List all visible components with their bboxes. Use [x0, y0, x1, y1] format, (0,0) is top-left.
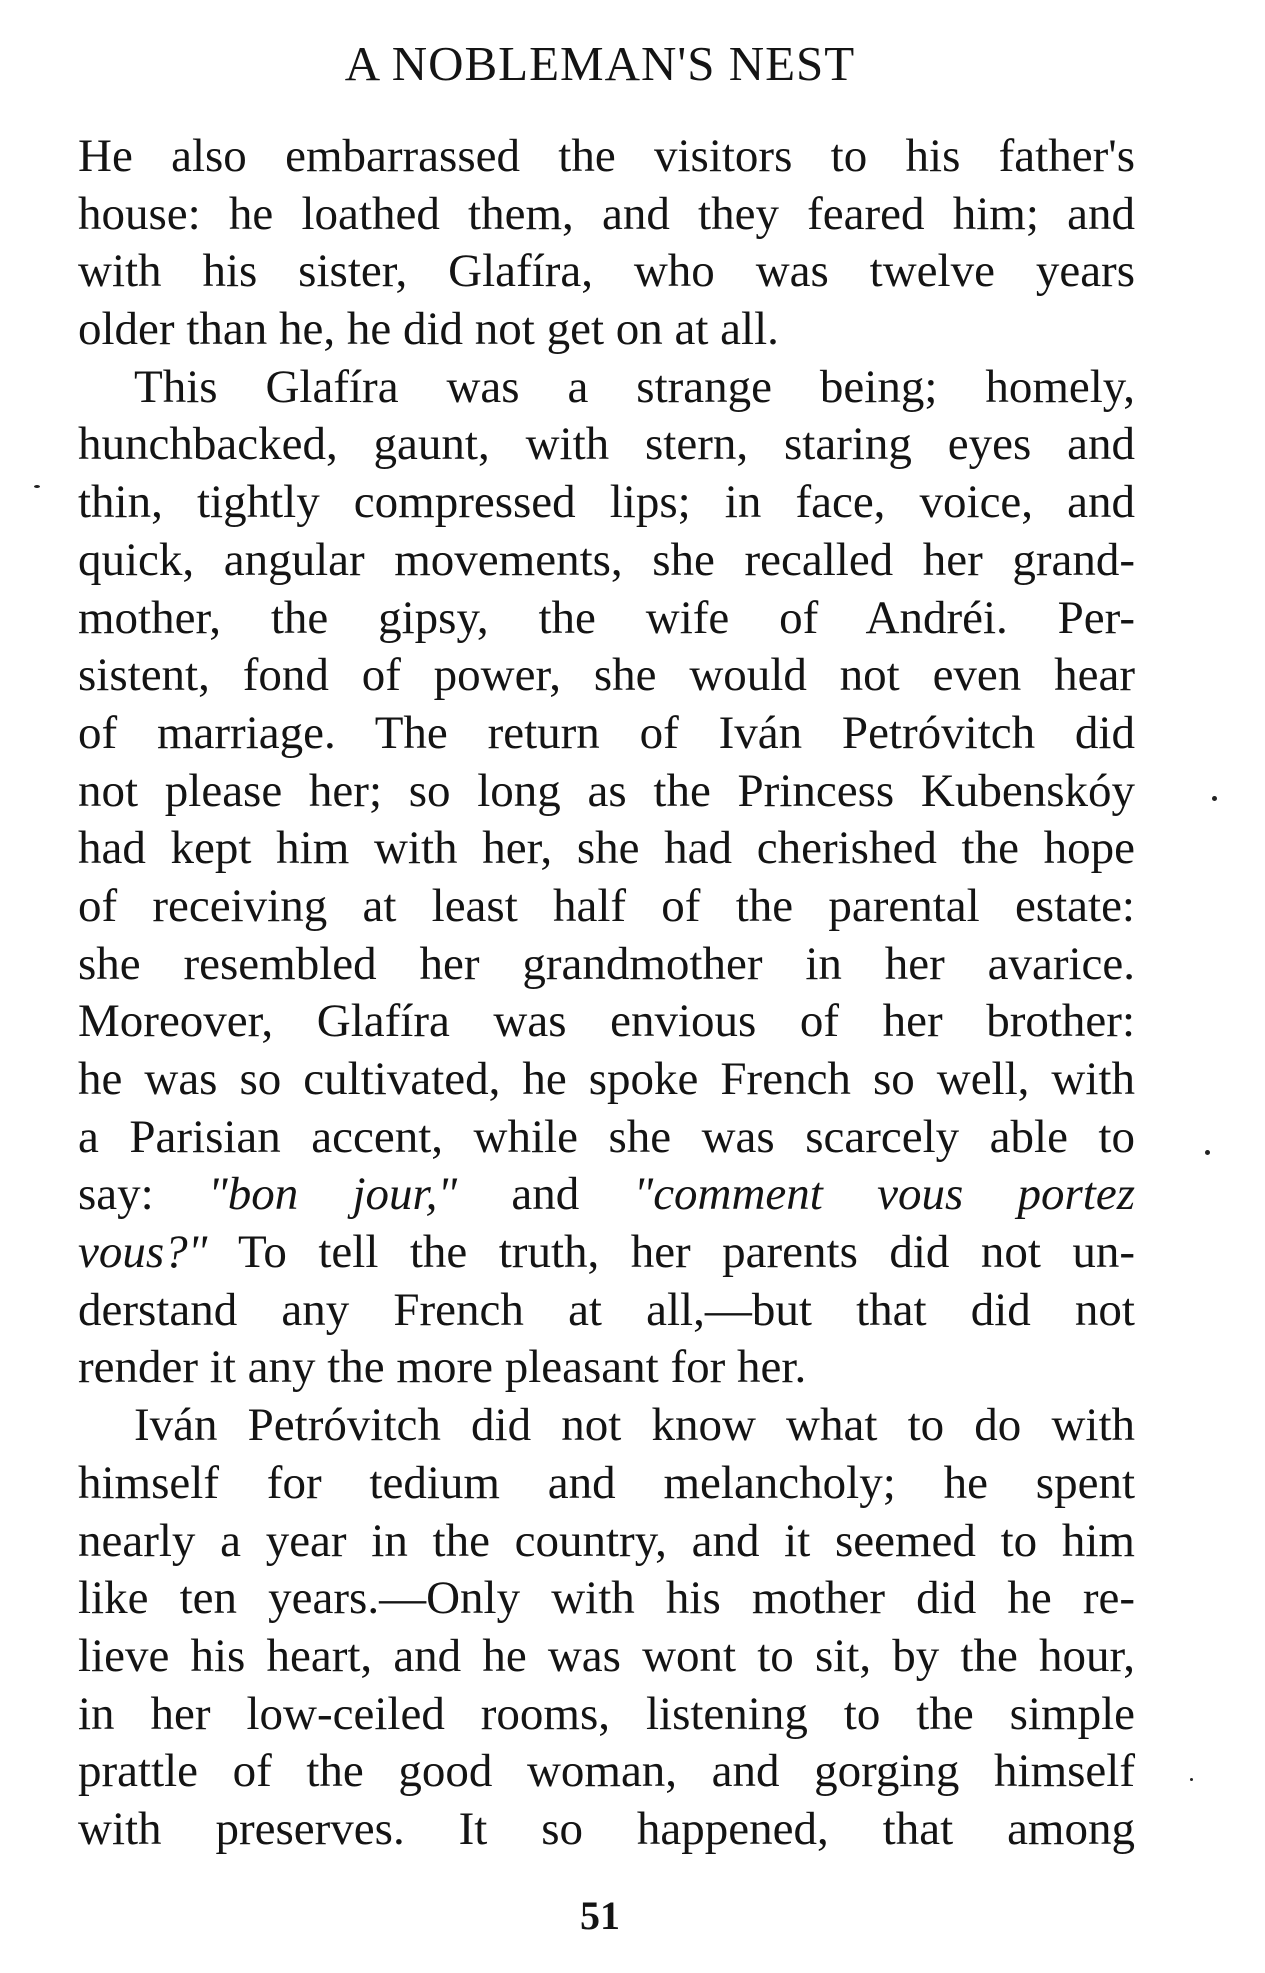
- text-fragment: say:: [78, 1168, 154, 1221]
- text-line: in her low-ceiled rooms, listening to the simple: [78, 1687, 1135, 1740]
- text-line: [78, 1166, 1135, 1224]
- text-line: house: he loathed them, and they feared him; and: [78, 187, 1135, 240]
- text-line: Iván Petróvitch did not know what to do with: [134, 1399, 1135, 1452]
- text-line: older than he, he did not get on at all.: [78, 303, 779, 356]
- text-line: had kept him with her, she had cherished the hope: [78, 822, 1135, 875]
- text-line: sistent, fond of power, she would not even hear: [78, 649, 1135, 702]
- running-head: A NOBLEMAN'S NEST: [344, 36, 856, 91]
- text-fragment: and: [511, 1168, 580, 1221]
- text-line: mother, the gipsy, the wife of Andréi. Per-: [78, 591, 1135, 644]
- text-line: Moreover, Glafíra was envious of her brother:: [78, 995, 1135, 1048]
- margin-speck: [1205, 1150, 1210, 1155]
- text-line: he was so cultivated, he spoke French so well, with: [78, 1053, 1135, 1105]
- text-line: nearly a year in the country, and it seemed to him: [78, 1514, 1135, 1567]
- text-line: of marriage. The return of Iván Petróvitch did: [78, 706, 1135, 759]
- text-line: not please her; so long as the Princess Kubenskóy: [78, 764, 1135, 817]
- italic-french-phrase: vous?": [78, 1226, 208, 1279]
- text-line: prattle of the good woman, and gorging himself: [78, 1745, 1135, 1798]
- italic-french-phrase: "bon jour,": [207, 1168, 458, 1221]
- text-line: with preserves. It so happened, that among: [78, 1802, 1135, 1855]
- text-fragment: To tell the truth, her parents did not un-: [238, 1226, 1135, 1279]
- margin-speck: [1212, 796, 1217, 801]
- text-line: with his sister, Glafíra, who was twelve years: [78, 245, 1135, 298]
- text-line: himself for tedium and melancholy; he spent: [78, 1456, 1135, 1509]
- text-line: derstand any French at all,—but that did not: [78, 1283, 1135, 1336]
- text-line: He also embarrassed the visitors to his father's: [78, 130, 1135, 182]
- text-line: she resembled her grandmother in her avarice.: [78, 937, 1135, 990]
- text-line: lieve his heart, and he was wont to sit, by the hour,: [78, 1629, 1135, 1682]
- text-line: hunchbacked, gaunt, with stern, staring eyes and: [78, 418, 1135, 471]
- text-line: like ten years.—Only with his mother did he re-: [78, 1572, 1135, 1625]
- text-line: thin, tightly compressed lips; in face, voice, and: [78, 476, 1135, 529]
- text-line: a Parisian accent, while she was scarcely able to: [78, 1110, 1135, 1163]
- page-number: 51: [580, 1893, 620, 1938]
- text-line: of receiving at least half of the parental estate:: [78, 879, 1135, 932]
- margin-speck: [34, 485, 40, 488]
- text-line: quick, angular movements, she recalled her grand-: [78, 533, 1135, 586]
- margin-speck: [1190, 1778, 1193, 1781]
- italic-french-phrase: "comment vous portez: [633, 1168, 1135, 1221]
- text-line: [78, 1224, 1135, 1282]
- body-text: [78, 128, 1135, 1859]
- text-line: This Glafíra was a strange being; homely,: [134, 360, 1135, 413]
- text-line: render it any the more pleasant for her.: [78, 1341, 807, 1394]
